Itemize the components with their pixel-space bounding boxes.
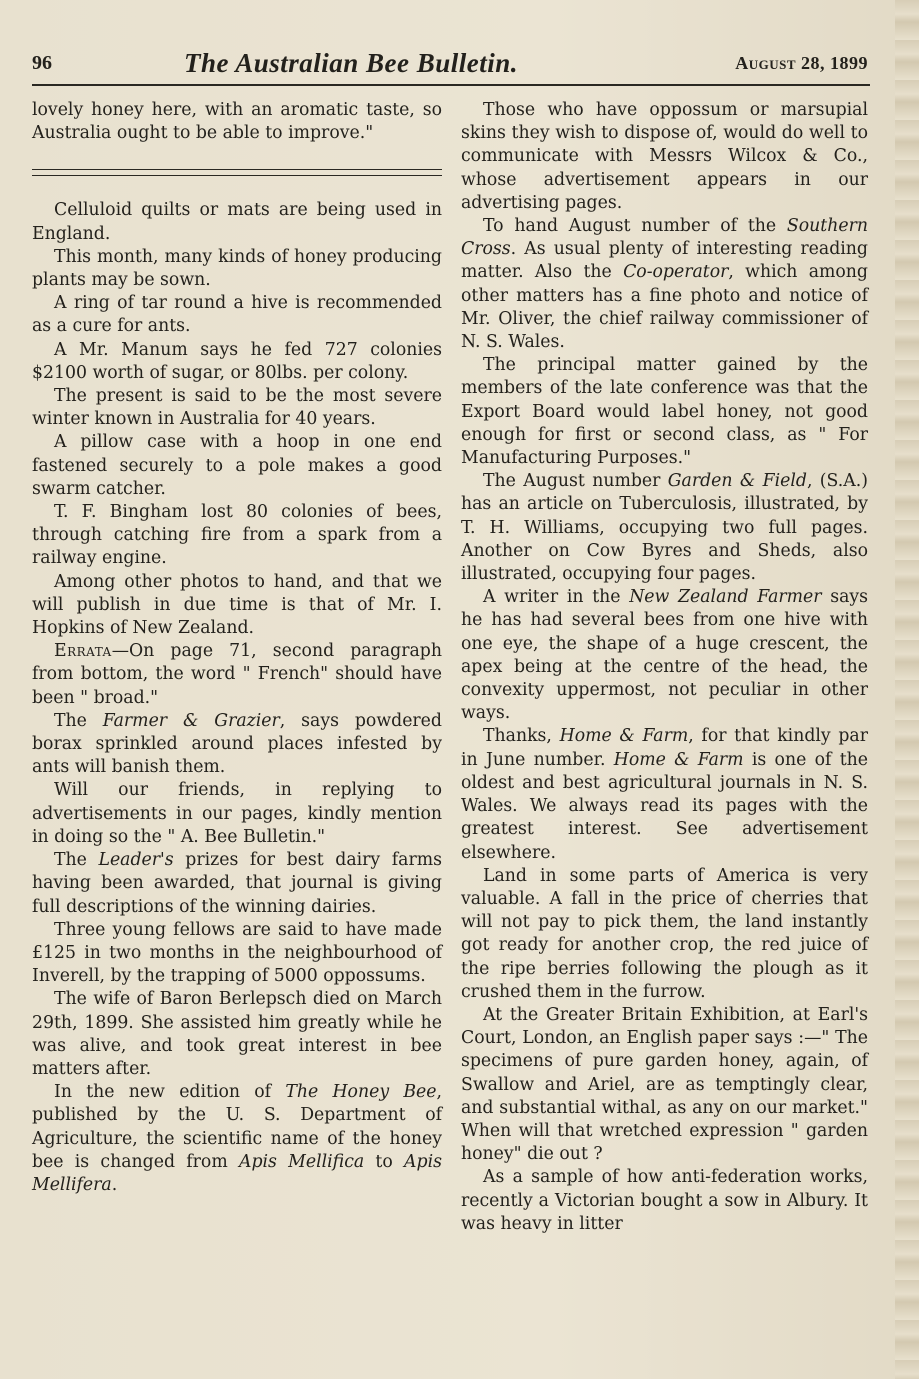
paragraph-nz-farmer: A writer in the New Zealand Farmer says he has had several bees from one hive with one eye, the shape of a huge crescent, the apex being at the centre of the head, the convexity uppermost, not peculiar in other ways. — [461, 587, 868, 724]
paragraph-tar-ring: A ring of tar round a hive is recommended as a cure for ants. — [32, 293, 442, 337]
paragraph-winter: The present is said to be the most severe winter known in Australia for 40 years. — [32, 386, 442, 430]
publication-name: Co-operator — [623, 262, 729, 283]
paragraph-home-farm: Thanks, Home & Farm, for that kindly par in June number. Home & Farm is one of the oldest and best agricultural journals in N. S. Wales. We always read its pages with the greatest interest. See advertisement elsewhere. — [461, 726, 869, 863]
paragraph-pillow-case: A pillow case with a hoop in one end fastened securely to a pole makes a good swarm catcher. — [32, 432, 442, 499]
errata-label: Errata — [54, 641, 112, 662]
scientific-name: Apis Mellifica — [238, 1151, 365, 1172]
journal-title: The Australian Bee Bulletin. — [184, 48, 519, 78]
scientific-name: Apis Mellifera — [32, 1151, 442, 1195]
publication-name: Home & Farm — [613, 749, 744, 770]
publication-name: Home & Farm — [559, 726, 689, 747]
paragraph-manum: A Mr. Manum says he fed 727 colonies $2100 worth of sugar, or 80lbs. per colony. — [32, 339, 442, 383]
page-number: 96 — [32, 52, 52, 74]
issue-date-month: August — [735, 53, 796, 73]
torn-page-edge — [895, 0, 919, 1379]
right-column — [461, 99, 868, 1236]
paragraph-oppossums: Three young fellows are said to have made £125 in two months in the neighbourhood of Inverell, by the trapping of 5000 oppossums. — [32, 919, 442, 987]
issue-date — [735, 53, 868, 74]
paragraph-garden-field: The August number Garden & Field, (S.A.) has an article on Tuberculosis, illustrated, by T. H. Williams, occupying two full pages. Another on Cow Byres and Sheds, also illustrated, occupying four pages. — [461, 471, 868, 585]
publication-name: Farmer & Grazier — [102, 710, 280, 731]
paragraph-southern-cross: To hand August number of the Southern Cross. As usual plenty of interesting reading matter. Also the Co-operator, which among other matters has a fine photo and notice of Mr. Oliver, the chief railway commissioner of N. S. Wales. — [461, 216, 868, 353]
publication-name: Leader's — [98, 850, 174, 871]
paragraph-photos: Among other photos to hand, and that we will publish in due time is that of Mr. I. Hopkins of New Zealand. — [32, 571, 442, 639]
left-column — [32, 99, 442, 1197]
paragraph-honey-bee-name: In the new edition of The Honey Bee, published by the U. S. Department of Agriculture, the scientific name of the honey bee is changed from Apis Mellifica to Apis Mellifera. — [32, 1082, 442, 1195]
paragraph-bingham: T. F. Bingham lost 80 colonies of bees, through catching fire from a spark from a railway engine. — [32, 502, 442, 569]
paragraph-advertisers: Will our friends, in replying to advertisements in our pages, kindly mention in doing so the " A. Bee Bulletin." — [32, 780, 442, 847]
paragraph-celluloid: Celluloid quilts or mats are being used in England. — [32, 200, 442, 244]
paragraph-exhibition: At the Greater Britain Exhibition, at Earl's Court, London, an English paper says :—" The specimens of pure garden honey, again, of Swallow and Ariel, are as temptingly clear, and substantial withal, as any on our market." When will that wretched expression " garden honey" die out ? — [461, 1004, 868, 1165]
publication-name: The Honey Bee — [285, 1082, 437, 1103]
paragraph-leader-prizes: The Leader's prizes for best dairy farms having been awarded, that journal is giving full descriptions of the winning dairies. — [32, 850, 442, 917]
paragraph-anti-federation: As a sample of how anti-federation works, recently a Victorian bought a sow in Albury. It was heavy in litter — [461, 1167, 868, 1234]
section-divider — [32, 169, 442, 181]
paragraph-berlepsch: The wife of Baron Berlepsch died on March 29th, 1899. She assisted him greatly while he was alive, and took great interest in bee matters after. — [32, 989, 442, 1079]
paragraph-borax: The Farmer & Grazier, says powdered borax sprinkled around places infested by ants will banish them. — [32, 710, 442, 778]
page-header — [32, 48, 870, 86]
paragraph-cherries: Land in some parts of America is very valuable. A fall in the price of cherries that will not pay to pick them, the land instantly got ready for another crop, the red juice of the ripe berries following the plough as it crushed them in the furrow. — [461, 865, 868, 1002]
paragraph-errata: Errata—On page 71, second paragraph from bottom, the word " French" should have been " broad." — [32, 641, 442, 708]
paragraph-honey-plants: This month, many kinds of honey producing plants may be sown. — [32, 246, 442, 291]
paragraph-conference: The principal matter gained by the members of the late conference was that the Export Board would label honey, not good enough for first or second class, as " For Manufacturing Purposes." — [461, 355, 868, 469]
publication-name: Southern Cross — [461, 216, 868, 260]
continued-paragraph: lovely honey here, with an aromatic taste, so Australia ought to be able to improve." — [32, 100, 442, 144]
paragraph-skins: Those who have oppossum or marsupial skins they wish to dispose of, would do well to communicate with Messrs Wilcox & Co., whose advertisement appears in our advertising pages. — [461, 100, 868, 213]
publication-name: Garden & Field — [667, 471, 807, 492]
issue-date-rest: 28, 1899 — [796, 53, 868, 73]
publication-name: New Zealand Farmer — [629, 587, 822, 608]
